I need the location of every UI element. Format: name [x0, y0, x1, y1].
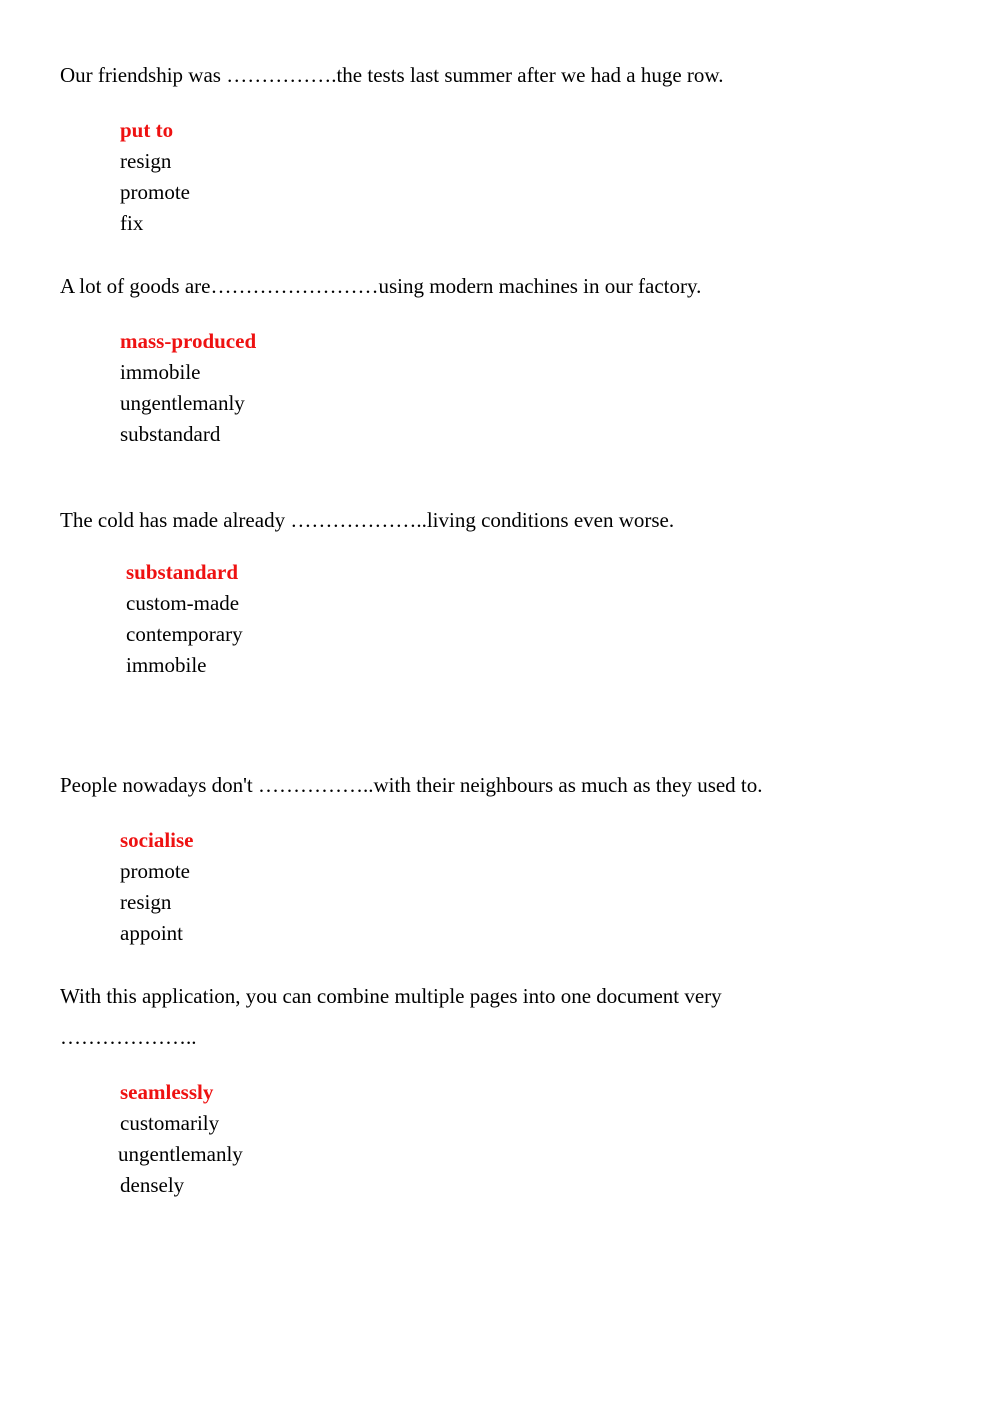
question-3	[60, 508, 920, 677]
option: promote	[120, 859, 190, 883]
option: ungentlemanly	[118, 1142, 243, 1166]
option-list	[120, 326, 256, 450]
question-stem: The cold has made already ………………..living conditions even worse.	[60, 508, 675, 532]
option: immobile	[126, 653, 207, 677]
option: immobile	[120, 360, 201, 384]
option: promote	[120, 180, 190, 204]
option-list	[120, 825, 194, 949]
question-5	[60, 984, 920, 1197]
option-correct: mass-produced	[120, 329, 257, 353]
option: densely	[120, 1173, 185, 1197]
question-stem: A lot of goods are……………………using modern machines in our factory.	[60, 274, 702, 298]
option-list	[120, 115, 190, 239]
question-stem: People nowadays don't ……………..with their neighbours as much as they used to.	[60, 773, 763, 797]
option: appoint	[120, 921, 183, 945]
option-correct: substandard	[126, 560, 239, 584]
option: fix	[120, 211, 144, 235]
option-correct: put to	[120, 118, 174, 142]
question-stem: Our friendship was …………….the tests last summer after we had a huge row.	[60, 63, 724, 87]
option-correct: socialise	[120, 828, 194, 852]
option-correct: seamlessly	[120, 1080, 214, 1104]
option-list	[126, 557, 243, 681]
option: customarily	[120, 1111, 220, 1135]
question-1	[60, 63, 920, 235]
option: resign	[120, 890, 172, 914]
option: resign	[120, 149, 172, 173]
question-2	[60, 274, 920, 446]
option: custom-made	[126, 591, 240, 615]
question-stem: With this application, you can combine multiple pages into one document very	[60, 984, 722, 1008]
option: contemporary	[126, 622, 243, 646]
question-stem-continuation: ………………..	[60, 1025, 197, 1049]
option: ungentlemanly	[120, 391, 245, 415]
option-list	[120, 1077, 243, 1201]
option: substandard	[120, 422, 221, 446]
question-4	[60, 773, 920, 945]
